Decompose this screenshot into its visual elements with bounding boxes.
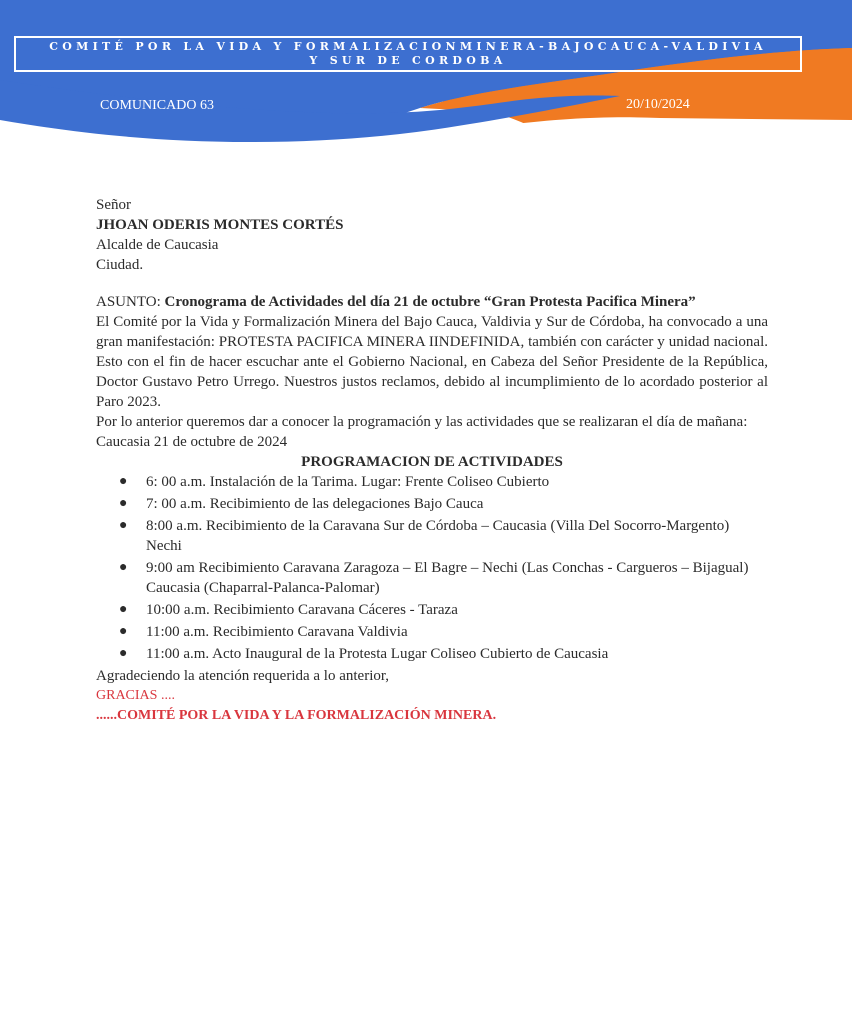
place-date: Caucasia 21 de octubre de 2024: [96, 434, 288, 450]
asunto-line: [96, 292, 768, 312]
org-title-line2: Y SUR DE CORDOBA: [309, 54, 507, 67]
list-item: ● 7: 00 a.m. Recibimiento de las delegaciones Bajo Cauca: [119, 496, 484, 512]
signature-org: ......COMITÉ POR LA VIDA Y LA FORMALIZACIÓN MINERA.: [96, 708, 497, 723]
list-item: ● 10:00 a.m. Recibimiento Caravana Cáceres - Taraza: [119, 602, 458, 618]
letter-body: [96, 195, 768, 726]
list-item: ● 11:00 a.m. Recibimiento Caravana Valdivia: [119, 624, 408, 640]
bullet-icon: ●: [119, 496, 128, 511]
bullet-icon: ●: [119, 560, 128, 575]
header-banner: [0, 0, 852, 150]
list-item: ● 11:00 a.m. Acto Inaugural de la Protesta Lugar Coliseo Cubierto de Caucasia: [119, 646, 609, 662]
greeting: Señor: [96, 197, 131, 213]
activity-list: [96, 472, 768, 664]
comunicado-date: 20/10/2024: [626, 97, 690, 112]
recipient-name: JHOAN ODERIS MONTES CORTÉS: [96, 217, 344, 233]
list-item: ● 6: 00 a.m. Instalación de la Tarima. Lugar: Frente Coliseo Cubierto: [119, 474, 550, 490]
recipient-block: [96, 195, 768, 275]
recipient-city: Ciudad.: [96, 257, 144, 273]
schedule-title: PROGRAMACION DE ACTIVIDADES: [301, 454, 563, 470]
banner-graphic: [0, 0, 852, 150]
bullet-icon: ●: [119, 646, 128, 661]
asunto-text: Cronograma de Actividades del día 21 de octubre “Gran Protesta Pacifica Minera”: [164, 294, 696, 310]
asunto-label: ASUNTO:: [96, 294, 161, 310]
closing-thanks-line: Agradeciendo la atención requerida a lo anterior,: [96, 668, 390, 684]
bullet-icon: ●: [119, 474, 128, 489]
bullet-icon: ●: [119, 624, 128, 639]
comunicado-number: COMUNICADO 63: [100, 98, 214, 113]
bullet-icon: ●: [119, 518, 128, 533]
org-title-box: [14, 36, 802, 72]
bullet-icon: ●: [119, 602, 128, 617]
gracias-text: GRACIAS ....: [96, 688, 175, 703]
body-paragraph-1: El Comité por la Vida y Formalización Minera del Bajo Cauca, Valdivia y Sur de Córdoba, ha convocado a una gran manifestación: PROTESTA PACIFICA MINERA IINDEFINIDA, también con carácter y unidad nacional. Esto con el fin de hacer escuchar ante el Gobierno Nacional, en Cabeza del Señor Presidente de la República, Doctor Gustavo Petro Urrego. Nuestros justos reclamos, debido al incumplimiento de lo acordado posterior al Paro 2023.: [96, 314, 768, 410]
list-item: ● 9:00 am Recibimiento Caravana Zaragoza – El Bagre – Nechi (Las Conchas - Cargueros – Bijagual) Caucasia (Chaparral-Palanca-Palomar): [119, 560, 749, 596]
recipient-role: Alcalde de Caucasia: [96, 237, 219, 253]
body-paragraph-2: Por lo anterior queremos dar a conocer la programación y las actividades que se realizaran el día de mañana:: [96, 414, 748, 430]
org-title-line1: COMITÉ POR LA VIDA Y FORMALIZACIONMINERA-BAJOCAUCA-VALDIVIA: [49, 40, 767, 53]
list-item: ● 8:00 a.m. Recibimiento de la Caravana Sur de Córdoba – Caucasia (Villa Del Socorro-Margento) Nechi: [119, 518, 730, 554]
